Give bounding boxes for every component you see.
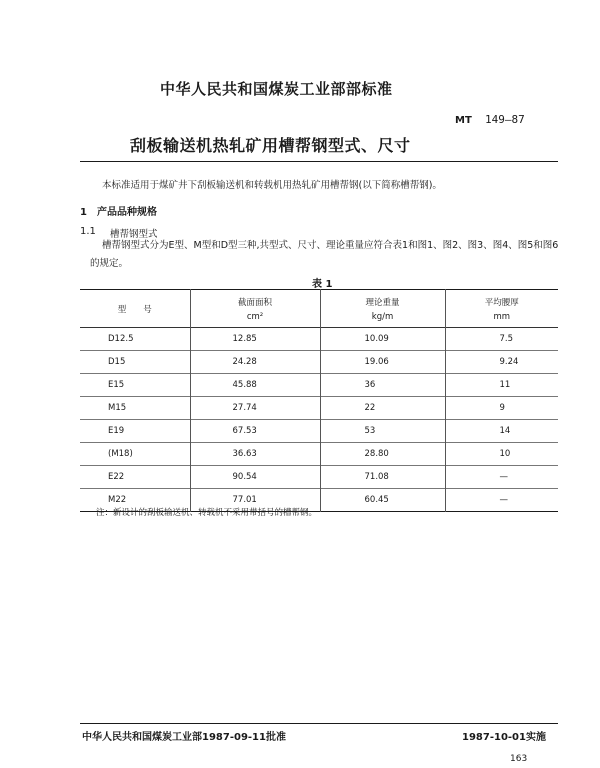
cell-model: D15 [80, 351, 190, 374]
table-row [80, 397, 558, 420]
table-row [80, 420, 558, 443]
header-model [80, 290, 190, 328]
cell-thickness: 9.24 [445, 351, 558, 374]
header-weight-label: 理论重量 [365, 297, 400, 308]
table-row [80, 351, 558, 374]
header-thickness-unit: mm [493, 311, 511, 322]
cell-area: 45.88 [190, 374, 320, 397]
cell-model: M22 [80, 489, 190, 512]
table-row [80, 466, 558, 489]
cell-weight: 60.45 [320, 489, 445, 512]
header-thickness [445, 290, 558, 328]
footer-divider [80, 723, 558, 724]
header-weight-unit: kg/m [371, 311, 394, 322]
header-divider [80, 161, 558, 162]
cell-area: 27.74 [190, 397, 320, 420]
cell-model: (M18) [80, 443, 190, 466]
cell-weight: 28.80 [320, 443, 445, 466]
header-area-label: 截面面积 [237, 297, 272, 308]
header-area-unit: cm² [246, 311, 264, 322]
document-title: 刮板输送机热轧矿用槽帮钢型式、尺寸 [130, 136, 411, 155]
cell-model: E15 [80, 374, 190, 397]
cell-thickness: 9 [445, 397, 558, 420]
standard-code [455, 113, 525, 126]
cell-weight: 53 [320, 420, 445, 443]
cell-model: E19 [80, 420, 190, 443]
cell-area: 90.54 [190, 466, 320, 489]
standard-code-number: 149—87 [485, 113, 525, 126]
cell-thickness: — [445, 489, 558, 512]
table-row [80, 443, 558, 466]
approval-line: 中华人民共和国煤炭工业部1987-09-11批准 [82, 732, 286, 743]
cell-area: 12.85 [190, 328, 320, 351]
page-number: 163 [510, 754, 528, 764]
cell-model: D12.5 [80, 328, 190, 351]
table-note: 注：新设计的刮板输送机、转载机不采用带括号的槽帮钢。 [96, 508, 318, 518]
cell-thickness: 14 [445, 420, 558, 443]
header-weight [320, 290, 445, 328]
table-caption: 表 1 [312, 279, 333, 290]
implementation-date: 1987-10-01实施 [462, 732, 546, 743]
section-1-1-title: 槽帮钢型式 [110, 229, 158, 240]
spec-table [80, 289, 558, 512]
header-model-label: 型 号 [117, 304, 152, 315]
cell-model: M15 [80, 397, 190, 420]
cell-weight: 10.09 [320, 328, 445, 351]
table-row [80, 374, 558, 397]
cell-area: 67.53 [190, 420, 320, 443]
cell-area: 77.01 [190, 489, 320, 512]
cell-thickness: 10 [445, 443, 558, 466]
section-1-heading: 1 产品品种规格 [80, 207, 157, 218]
cell-area: 36.63 [190, 443, 320, 466]
section-1-1-number: 1.1 [80, 226, 96, 237]
cell-weight: 22 [320, 397, 445, 420]
intro-paragraph: 本标准适用于煤矿井下刮板输送机和转载机用热轧矿用槽帮钢(以下简称槽帮钢)。 [102, 180, 442, 191]
table-row [80, 328, 558, 351]
header-thickness-label: 平均腰厚 [484, 297, 519, 308]
header-area [190, 290, 320, 328]
standard-code-prefix: MT [455, 115, 472, 126]
table-header-row [80, 290, 558, 328]
cell-area: 24.28 [190, 351, 320, 374]
cell-thickness: — [445, 466, 558, 489]
cell-weight: 36 [320, 374, 445, 397]
cell-weight: 71.08 [320, 466, 445, 489]
issuing-organization: 中华人民共和国煤炭工业部部标准 [160, 80, 393, 98]
cell-thickness: 7.5 [445, 328, 558, 351]
section-1-1-paragraph: 槽帮钢型式分为E型、M型和D型三种,共型式、尺寸、理论重量应符合表1和图1、图2、图3、图4、图5和图6的规定。 [90, 240, 559, 269]
cell-thickness: 11 [445, 374, 558, 397]
cell-weight: 19.06 [320, 351, 445, 374]
cell-model: E22 [80, 466, 190, 489]
